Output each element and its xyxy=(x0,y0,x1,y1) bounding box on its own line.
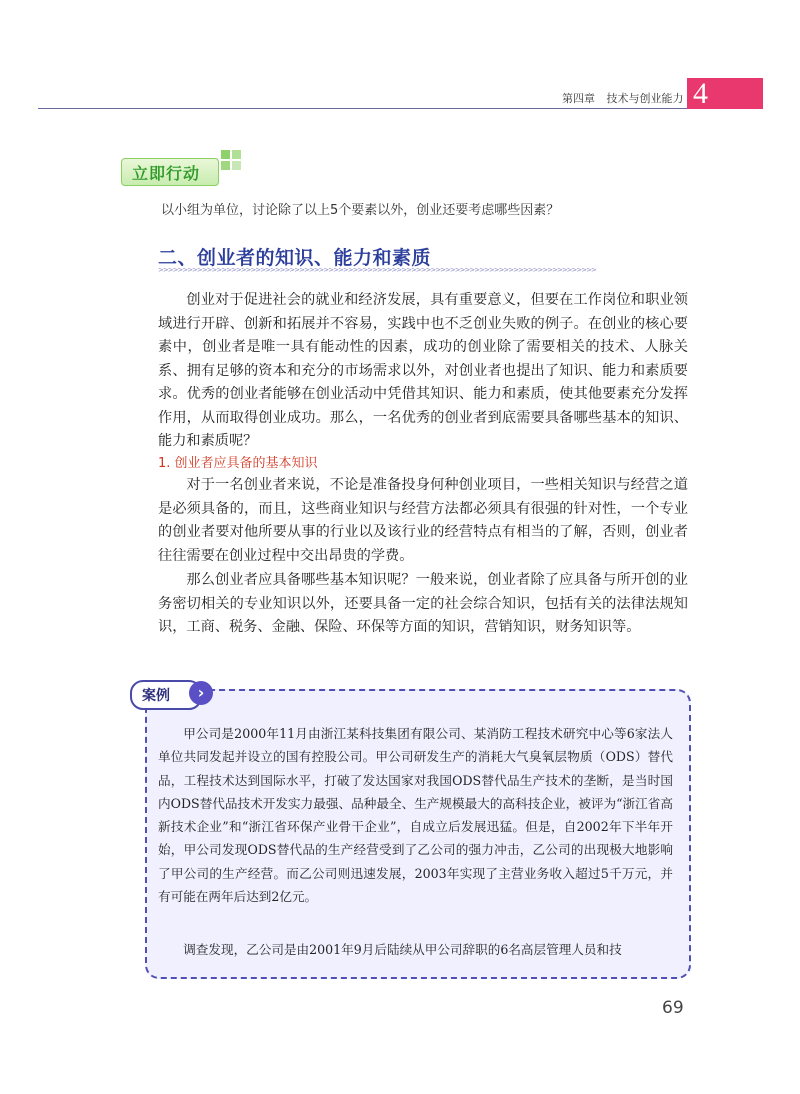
section-intro-paragraph: 创业对于促进社会的就业和经济发展，具有重要意义，但要在工作岗位和职业领域进行开辟、创新和拓展并不容易，实践中也不乏创业失败的例子。在创业的核心要素中，创业者是唯一具有能动性的因素，成功的创业除了需要相关的技术、人脉关系、拥有足够的资本和充分的市场需求以外，对创业者也提出了知识、能力和素质要求。优秀的创业者能够在创业活动中凭借其知识、能力和素质，使其他要素充分发挥作用，从而取得创业成功。那么，一名优秀的创业者到底需要具备哪些基本的知识、能力和素质呢？ xyxy=(158,292,688,449)
subsection-paragraph-1: 对于一名创业者来说，不论是准备投身何种创业项目，一些相关知识与经营之道是必须具备的，而且，这些商业知识与经营方法都必须具有很强的针对性，一个专业的创业者要对他所要从事的行业以及该行业的经营特点有相当的了解，否则，创业者往往需要在创业过程中交出昂贵的学费。 xyxy=(158,477,688,564)
subsection-title: 1. 创业者应具备的基本知识 xyxy=(158,456,318,471)
case-paragraph-2: 调查发现，乙公司是由2001年9月后陆续从甲公司辞职的6名高层管理人员和技 xyxy=(183,942,622,957)
decor-square-icon xyxy=(221,150,230,159)
section-underline: >>>>>>>>>>>>>>>>>>>>>>>>>>>>>>>>>>>>>>>>>>>>>>>>>>>>>>>>>>>>>>>>>>>>>>>>>>>>>>>>>>>>>>>>>> xyxy=(158,266,596,274)
chevron-right-icon: › xyxy=(189,681,213,705)
page-number: 69 xyxy=(662,998,684,1018)
decor-square-icon xyxy=(221,161,230,170)
decor-square-icon xyxy=(232,150,241,159)
subsection-paragraph-2: 那么创业者应具备哪些基本知识呢？一般来说，创业者除了应具备与所开创的业务密切相关的专业知识以外，还要具备一定的社会综合知识，包括有关的法律法规知识，工商、税务、金融、保险、环保等方面的知识，营销知识，财务知识等。 xyxy=(158,572,688,635)
header-rule xyxy=(38,108,724,109)
action-badge xyxy=(121,158,219,186)
chapter-title: 技术与创业能力 xyxy=(606,92,684,105)
running-header xyxy=(562,90,692,106)
case-label: 案例 xyxy=(142,688,170,704)
chapter-number: 4 xyxy=(693,77,708,110)
action-label: 立即行动 xyxy=(132,164,201,183)
decor-square-icon xyxy=(232,161,241,170)
chapter-label: 第四章 xyxy=(562,92,595,105)
section-title: 二、创业者的知识、能力和素质 xyxy=(158,247,432,269)
case-paragraph-1: 甲公司是2000年11月由浙江某科技集团有限公司、某消防工程技术研究中心等6家法人单位共同发起并设立的国有控股公司。甲公司研发生产的消耗大气臭氧层物质（ODS）替代品，工程技术达到国际水平，打破了发达国家对我国ODS替代品生产技术的垄断，是当时国内ODS替代品技术开发实力最强、品种最全、生产规模最大的高科技企业，被评为“浙江省高新技术企业”和“浙江省环保产业骨干企业”，自成立后发展迅猛。但是，自2002年下半年开始，甲公司发现ODS替代品的生产经营受到了乙公司的强力冲击，乙公司的出现极大地影响了甲公司的生产经营。而乙公司则迅速发展，2003年实现了主营业务收入超过5千万元，并有可能在两年后达到2亿元。 xyxy=(158,726,673,905)
chapter-tab xyxy=(687,78,763,109)
action-prompt: 以小组为单位，讨论除了以上5个要素以外，创业还要考虑哪些因素？ xyxy=(161,203,560,218)
